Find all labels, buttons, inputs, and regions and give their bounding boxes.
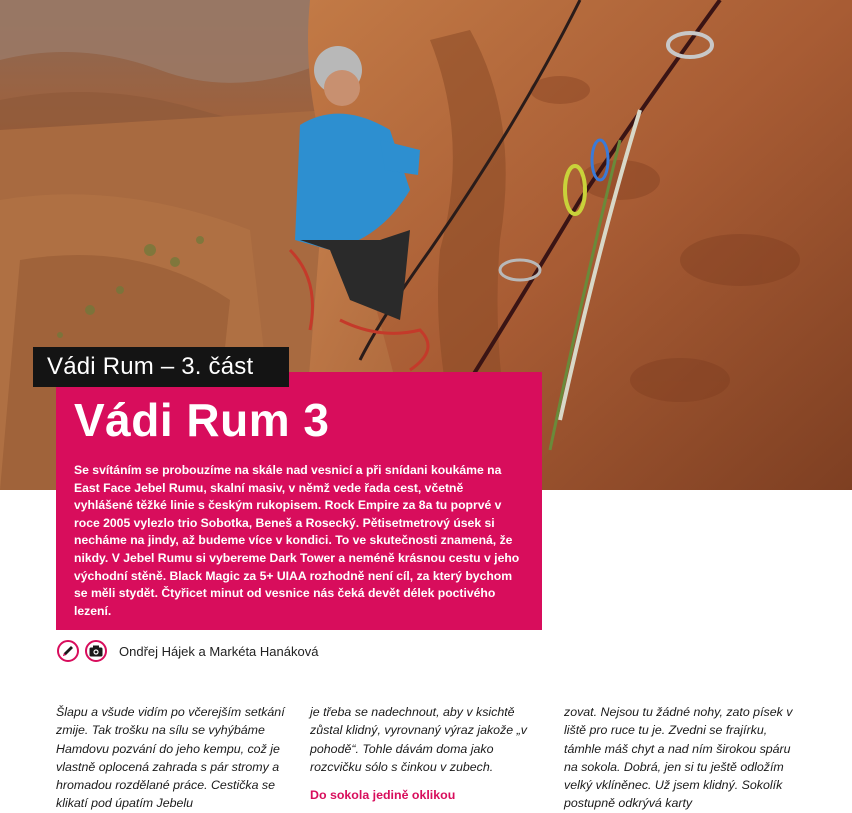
section-subhead: Do sokola jedině oklikou	[310, 788, 456, 803]
body-text: je třeba se nadechnout, aby v ksichtě zůstal klidný, vyrovnaný výraz jakože „v pohodě“. Tohle dávám doma jako rozcvičku sólo s činkou v zubech.	[310, 705, 527, 774]
series-tag: Vádi Rum – 3. část	[33, 347, 289, 387]
author-names: Ondřej Hájek a Markéta Hanáková	[119, 643, 319, 659]
article-lead: Se svítáním se probouzíme na skále nad vesnicí a při snídani koukáme na East Face Jebel Rumu, skalní masiv, v němž vede řada cest, včetně vyhlášené těžké linie s českým rukopisem. Rock Empire za 8a tu poprvé v roce 2005 vylezlo trio Sobotka, Beneš a Rosecký. Pětisetmetrový úsek si necháme na jindy, až budeme více v kondici. To ve skutečnosti znamená, že nikdy. V Jebel Rumu si vybereme Dark Tower a neméně krásnou cestu v jeho východní stěně. Black Magic za 5+ UIAA rozhodně není cíl, za který bychom se měli stydět. Čtyřicet minut od vesnice nás čeká devět délek poctivého lezení.	[74, 463, 520, 618]
body-column-3	[564, 703, 794, 813]
pen-icon	[57, 640, 79, 662]
body-text: Šlapu a všude vidím po včerejším setkání zmije. Tak trošku na sílu se vyhýbáme Hamdovu pozvání do jeho kempu, což je vlastně oplocená zahrada s pár stromy a hromadou rozdělané práce. Cestička se klikatí pod úpatím Jebelu	[56, 705, 285, 811]
body-text: zovat. Nejsou tu žádné nohy, zato písek v liště pro ruce tu je. Zvedni se frajírku, támhle máš chyt a nad ním širokou spáru na sokola. Dobrá, jen si tu ještě odložím velký vklíněnec. Už jsem klidný. Sokolík postupně odkrývá karty	[564, 705, 793, 811]
credits	[57, 638, 318, 664]
body-column-2	[310, 703, 540, 804]
article-title: Vádi Rum 3	[74, 394, 330, 446]
body-column-1	[56, 703, 286, 813]
camera-icon	[85, 640, 107, 662]
article-intro-box	[56, 372, 542, 630]
